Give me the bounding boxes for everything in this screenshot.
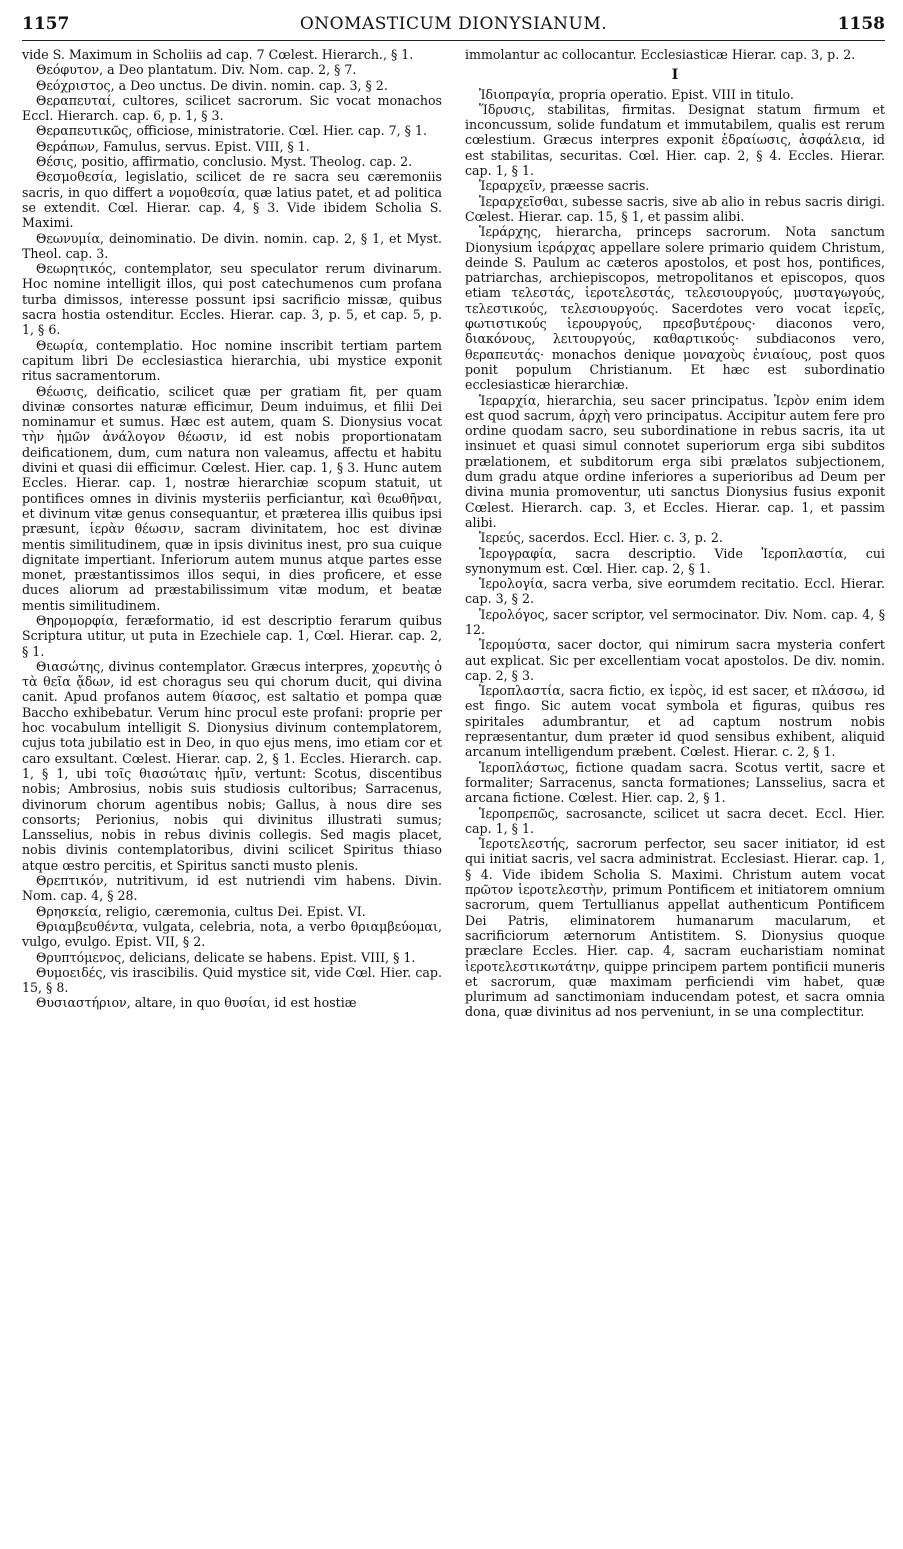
dictionary-entry: Ἵδρυσις, stabilitas, firmitas. Designat statum firmum et inconcussum, solide fundatum et immutabilem, qualis est rerum cœlestium. Græcus interpres exponit ἑδραίωσις, ἀσφάλεια, id est stabilitas, securitas. Cœl. Hier. cap. 2, § 4. Eccles. Hierar. cap. 1, § 1. bbox=[465, 101, 885, 179]
dictionary-entry: Θεόφυτον, a Deo plantatum. Div. Nom. cap. 2, § 7. bbox=[36, 62, 357, 78]
dictionary-entry: Ἱεροπλάστως, fictione quadam sacra. Scotus vertit, sacre et formaliter; Sarracenus, sancta formationes; Lansselius, sacra et arcana fictione. Cœlest. Hier. cap. 2, § 1. bbox=[465, 759, 885, 806]
dictionary-entry: Θεραπευτικῶς, officiose, ministratorie. Cœl. Hier. cap. 7, § 1. bbox=[36, 123, 427, 139]
column-number-left: 1157 bbox=[22, 14, 70, 34]
dictionary-entry: Θηρομορφία, feræformatio, id est descriptio ferarum quibus Scriptura utitur, ut puta in Ezechiele cap. 1, Cœl. Hierar. cap. 2, § 1. bbox=[22, 612, 442, 659]
dictionary-entry: Ἱερεύς, sacerdos. Eccl. Hier. c. 3, p. 2. bbox=[479, 530, 723, 546]
dictionary-entry: Θεραπευταί, cultores, scilicet sacrorum. Sic vocat monachos Eccl. Hierarch. cap. 6, p. 1, § 3. bbox=[22, 92, 442, 124]
entry-continuation: vide S. Maximum in Scholiis ad cap. 7 Cœlest. Hierarch., § 1. bbox=[22, 47, 414, 62]
dictionary-entry: Θρεπτικόν, nutritivum, id est nutriendi vim habens. Divin. Nom. cap. 4, § 28. bbox=[22, 873, 442, 904]
dictionary-entry: Θρυπτόμενος, delicians, delicate se habens. Epist. VIII, § 1. bbox=[36, 949, 416, 965]
dictionary-entry: Ἱερολογία, sacra verba, sive eorumdem recitatio. Eccl. Hierar. cap. 3, § 2. bbox=[465, 576, 885, 607]
entry-continuation: immolantur ac collocantur. Ecclesiasticæ Hierar. cap. 3, p. 2. bbox=[465, 47, 856, 62]
text-columns bbox=[22, 47, 885, 1020]
page-title: ONOMASTICUM DIONYSIANUM. bbox=[299, 14, 608, 34]
dictionary-entry: Θεόχριστος, a Deo unctus. De divin. nomin. cap. 3, § 2. bbox=[36, 77, 388, 93]
dictionary-entry: Θεσμοθεσία, legislatio, scilicet de re sacra seu cæremoniis sacris, in quo differt a νομοθεσία, quæ latius patet, et ad politica se extendit. Cœl. Hierar. cap. 4, § 3. Vide ibidem Scholia S. Maximi. bbox=[22, 169, 442, 231]
column-number-right: 1158 bbox=[837, 14, 885, 34]
dictionary-entry: Ἱερομύστα, sacer doctor, qui nimirum sacra mysteria confert aut explicat. Sic per excellentiam vocat apostolos. De div. nomin. cap. 2, § 3. bbox=[465, 637, 885, 683]
dictionary-entry: Ἱεράρχης, hierarcha, princeps sacrorum. Nota sanctum Dionysium ἱεράρχας appellare solere primario quidem Christum, deinde S. Paulum ac cæteros apostolos, et post hos, pontifices, patriarchas, archiepiscopos, metropolitanos et episcopos, quos etiam τελεστάς, ἱεροτελεστάς, τελεσιουργούς, μυσταγωγούς, τελεστικούς, τελεσιουργούς. Sacerdotes vero vocat ἱερεῖς, φωτιστικούς ἱερουργούς, πρεσβυτέρους· diaconos vero, διακόνους, λειτουργούς, καθαρτικούς· subdiaconos vero, θεραπευτάς· monachos denique μοναχοὺς ἐνιαίους, post quos ponit populum Christianum. Et hæc est subordinatio ecclesiasticæ hierarchiæ. bbox=[465, 224, 885, 393]
dictionary-entry: Θέωσις, deificatio, scilicet quæ per gratiam fit, per quam divinæ consortes naturæ efficimur, Deum induimus, et filii Dei nominamur et sumus. Hæc est autem, quam S. Dionysius vocat τὴν ἡμῶν ἀνάλογον θέωσιν, id est nobis proportionatam deificationem, dum, cum natura non valeamus, affectu et habitu divini et quasi dii efficimur. Cœlest. Hier. cap. 1, § 3. Hunc autem Eccles. Hierar. cap. 1, nostræ hierarchiæ scopum statuit, ut pontifices omnes in divinis mysteriis perficiantur, καὶ θεωθῆναι, et divinum vitæ genus consequantur, et præterea illis quibus ipsi præsunt, ἱερὰν θέωσιν, sacram divinitatem, hoc est divinæ mentis similitudinem, quæ in ipsis divinitus inest, pro sua cuique dignitate impertiant. Inferiorum autem munus atque partes esse monet, præstantissimos illos sequi, in dies proficere, et esse duces aliorum ad præstabilissimum vitæ modum, et beatæ mentis similitudinem. bbox=[22, 383, 442, 613]
dictionary-entry: Ἱεροπρεπῶς, sacrosancte, scilicet ut sacra decet. Eccl. Hier. cap. 1, § 1. bbox=[465, 805, 885, 836]
dictionary-entry: Ἱεραρχεῖσθαι, subesse sacris, sive ab alio in rebus sacris dirigi. Cœlest. Hierar. cap. 15, § 1, et passim alibi. bbox=[465, 193, 885, 224]
dictionary-entry: Θεωρητικός, contemplator, seu speculator rerum divinarum. Hoc nomine intelligit illos, qui post catechumenos cum profana turba dimissos, interesse possunt ipsi sacrificio missæ, quibus sacra hostia ostenditur. Eccles. Hierar. cap. 3, p. 5, et cap. 5, p. 1, § 6. bbox=[22, 261, 442, 338]
page-header bbox=[22, 10, 885, 41]
dictionary-entry: Ἱερολόγος, sacer scriptor, vel sermocinator. Div. Nom. cap. 4, § 12. bbox=[465, 606, 885, 637]
dictionary-entry: Ἱεραρχία, hierarchia, seu sacer principatus. Ἱερὸν enim idem est quod sacrum, ἀρχὴ vero principatus. Accipitur autem fere pro ordine quodam sacro, seu subordinatione in rebus sacris, ita ut insinuet et quasi simul connotet superiorum erga sibi subditos prælationem, et subditorum erga sibi prælatos subjectionem, dum gradu atque ordine inferiores a superioribus ad Deum per divina munia promoventur, uti sanctus Dionysius fusius exponit Cœlest. Hierarch. cap. 3, et Eccles. Hierar. cap. 1, et passim alibi. bbox=[465, 392, 885, 530]
dictionary-entry: Ἱεραρχεῖν, præesse sacris. bbox=[479, 178, 650, 194]
right-column bbox=[465, 47, 885, 1020]
dictionary-entry: Θεωνυμία, deinominatio. De divin. nomin. cap. 2, § 1, et Myst. Theol. cap. 3. bbox=[22, 230, 442, 261]
dictionary-entry: Θυσιαστήριον, altare, in quo θυσίαι, id est hostiæ bbox=[36, 995, 357, 1011]
right-entries bbox=[465, 87, 885, 1020]
dictionary-entry: Θυμοειδές, vis irascibilis. Quid mystice sit, vide Cœl. Hier. cap. 15, § 8. bbox=[22, 964, 442, 996]
dictionary-entry: Θρησκεία, religio, cæremonia, cultus Dei. Epist. VI. bbox=[36, 903, 366, 919]
dictionary-entry: Ἱεροπλαστία, sacra fictio, ex ἱερὸς, id est sacer, et πλάσσω, id est fingo. Sic autem vocat symbola et figuras, quibus res spiritales adumbrantur, et ad captum nostrum nobis repræsentantur, dum præter id quod sensibus exhibent, aliquid arcanum intelligendum præbent. Cœlest. Hierar. c. 2, § 1. bbox=[465, 683, 885, 760]
dictionary-entry: Θέσις, positio, affirmatio, conclusio. Myst. Theolog. cap. 2. bbox=[36, 154, 413, 170]
dictionary-entry: Ἰδιοπραγία, propria operatio. Epist. VIII in titulo. bbox=[479, 86, 794, 102]
dictionary-entry: Ἱερογραφία, sacra descriptio. Vide Ἱεροπλαστία, cui synonymum est. Cœl. Hier. cap. 2, § 1. bbox=[465, 545, 885, 576]
dictionary-entry: Θεράπων, Famulus, servus. Epist. VIII, § 1. bbox=[36, 138, 310, 154]
dictionary-entry: Ἱεροτελεστής, sacrorum perfector, seu sacer initiator, id est qui initiat sacris, vel sacra administrat. Ecclesiast. Hierar. cap. 1, § 4. Vide ibidem Scholia S. Maximi. Christum autem vocat πρῶτον ἱεροτελεστὴν, primum Pontificem et initiatorem omnium sacrorum, quem Tertullianus appellat authenticum Pontificem Dei Patris, eliminatorem humanarum macularum, et sacrificiorum æternorum Antistitem. S. Dionysius quoque præclare Eccles. Hier. cap. 4, sacram eucharistiam nominat ἱεροτελεστικωτάτην, quippe principem partem pontificii muneris et sacrorum, quæ maximam perficiendi vim habet, quæ plurimum ad sanctimoniam inducendam potest, et sacra omnia dona, quæ divinitus ad nos perveniunt, in se una complectitur. bbox=[465, 836, 885, 1020]
left-column bbox=[22, 47, 442, 1020]
dictionary-entry: Θριαμβευθέντα, vulgata, celebria, nota, a verbo θριαμβεύομαι, vulgo, evulgo. Epist. VII, § 2. bbox=[22, 918, 442, 950]
section-letter: I bbox=[671, 67, 679, 84]
dictionary-entry: Θεωρία, contemplatio. Hoc nomine inscribit tertiam partem capitum libri De ecclesiastica hierarchia, ubi mystice exponit ritus sacramentorum. bbox=[22, 337, 442, 384]
dictionary-entry: Θιασώτης, divinus contemplator. Græcus interpres, χορευτὴς ὁ τὰ θεῖα ᾄδων, id est choragus seu qui chorum ducit, qui divina canit. Apud profanos autem θίασος, est saltatio et pompa quæ Baccho exhibebatur. Verum hinc procul este profani: proprie per hoc vocabulum intelligit S. Dionysius divinum contemplatorem, cujus tota jubilatio est in Deo, in quo ejus mens, imo etiam cor et caro exsultant. Cœlest. Hierar. cap. 2, § 1. Eccles. Hierarch. cap. 1, § 1, ubi τοῖς θιασώταις ἡμῖν, vertunt: Scotus, discentibus nobis; Ambrosius, nobis suis studiosis cultoribus; Sarracenus, divinorum chorum agentibus nobis; Gallus, à nous dire ses consorts; Perionius, nobis qui divinitus illustrati sumus; Lansselius, nobis in rebus divinis collegis. Sed magis placet, nobis divinis contemplatoribus, divini scilicet Spiritus thiaso atque œstro percitis, et Spiritus sancti musto plenis. bbox=[22, 658, 442, 873]
